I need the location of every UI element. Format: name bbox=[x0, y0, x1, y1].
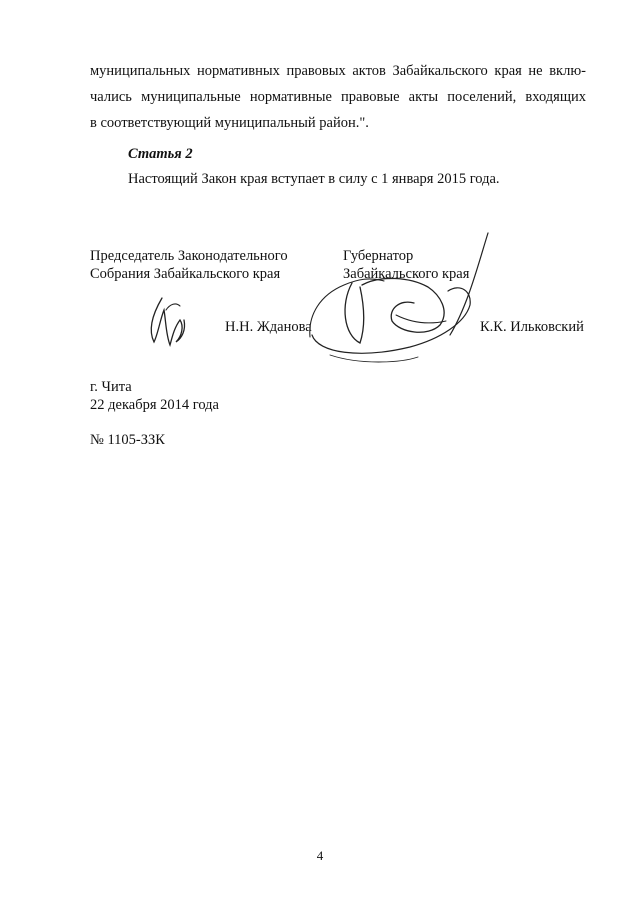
left-signatory-position-1: Председатель Законодательного bbox=[90, 248, 288, 264]
left-signatory-name: Н.Н. Жданова bbox=[225, 319, 312, 335]
intro-line-2: чались муниципальные нормативные правовые акты поселений, входящих bbox=[90, 89, 586, 105]
right-signature-image bbox=[300, 225, 500, 365]
intro-line-3: в соответствующий муниципальный район.". bbox=[90, 115, 369, 131]
left-signature-image bbox=[140, 290, 200, 360]
page-number: 4 bbox=[316, 848, 324, 863]
place: г. Чита bbox=[90, 379, 132, 395]
article-title: Статья 2 bbox=[128, 146, 193, 162]
right-signatory-position-1: Губернатор bbox=[343, 248, 414, 264]
right-signatory-position-2: Забайкальского края bbox=[343, 266, 470, 282]
date: 22 декабря 2014 года bbox=[90, 397, 219, 413]
law-number: № 1105-ЗЗК bbox=[90, 432, 165, 448]
intro-paragraph bbox=[90, 58, 586, 136]
right-signatory-name: К.К. Ильковский bbox=[480, 319, 584, 335]
article-text: Настоящий Закон края вступает в силу с 1 января 2015 года. bbox=[128, 171, 500, 187]
left-signatory-position-2: Собрания Забайкальского края bbox=[90, 266, 281, 282]
intro-line-1: муниципальных нормативных правовых актов Забайкальского края не вклю- bbox=[90, 63, 586, 79]
